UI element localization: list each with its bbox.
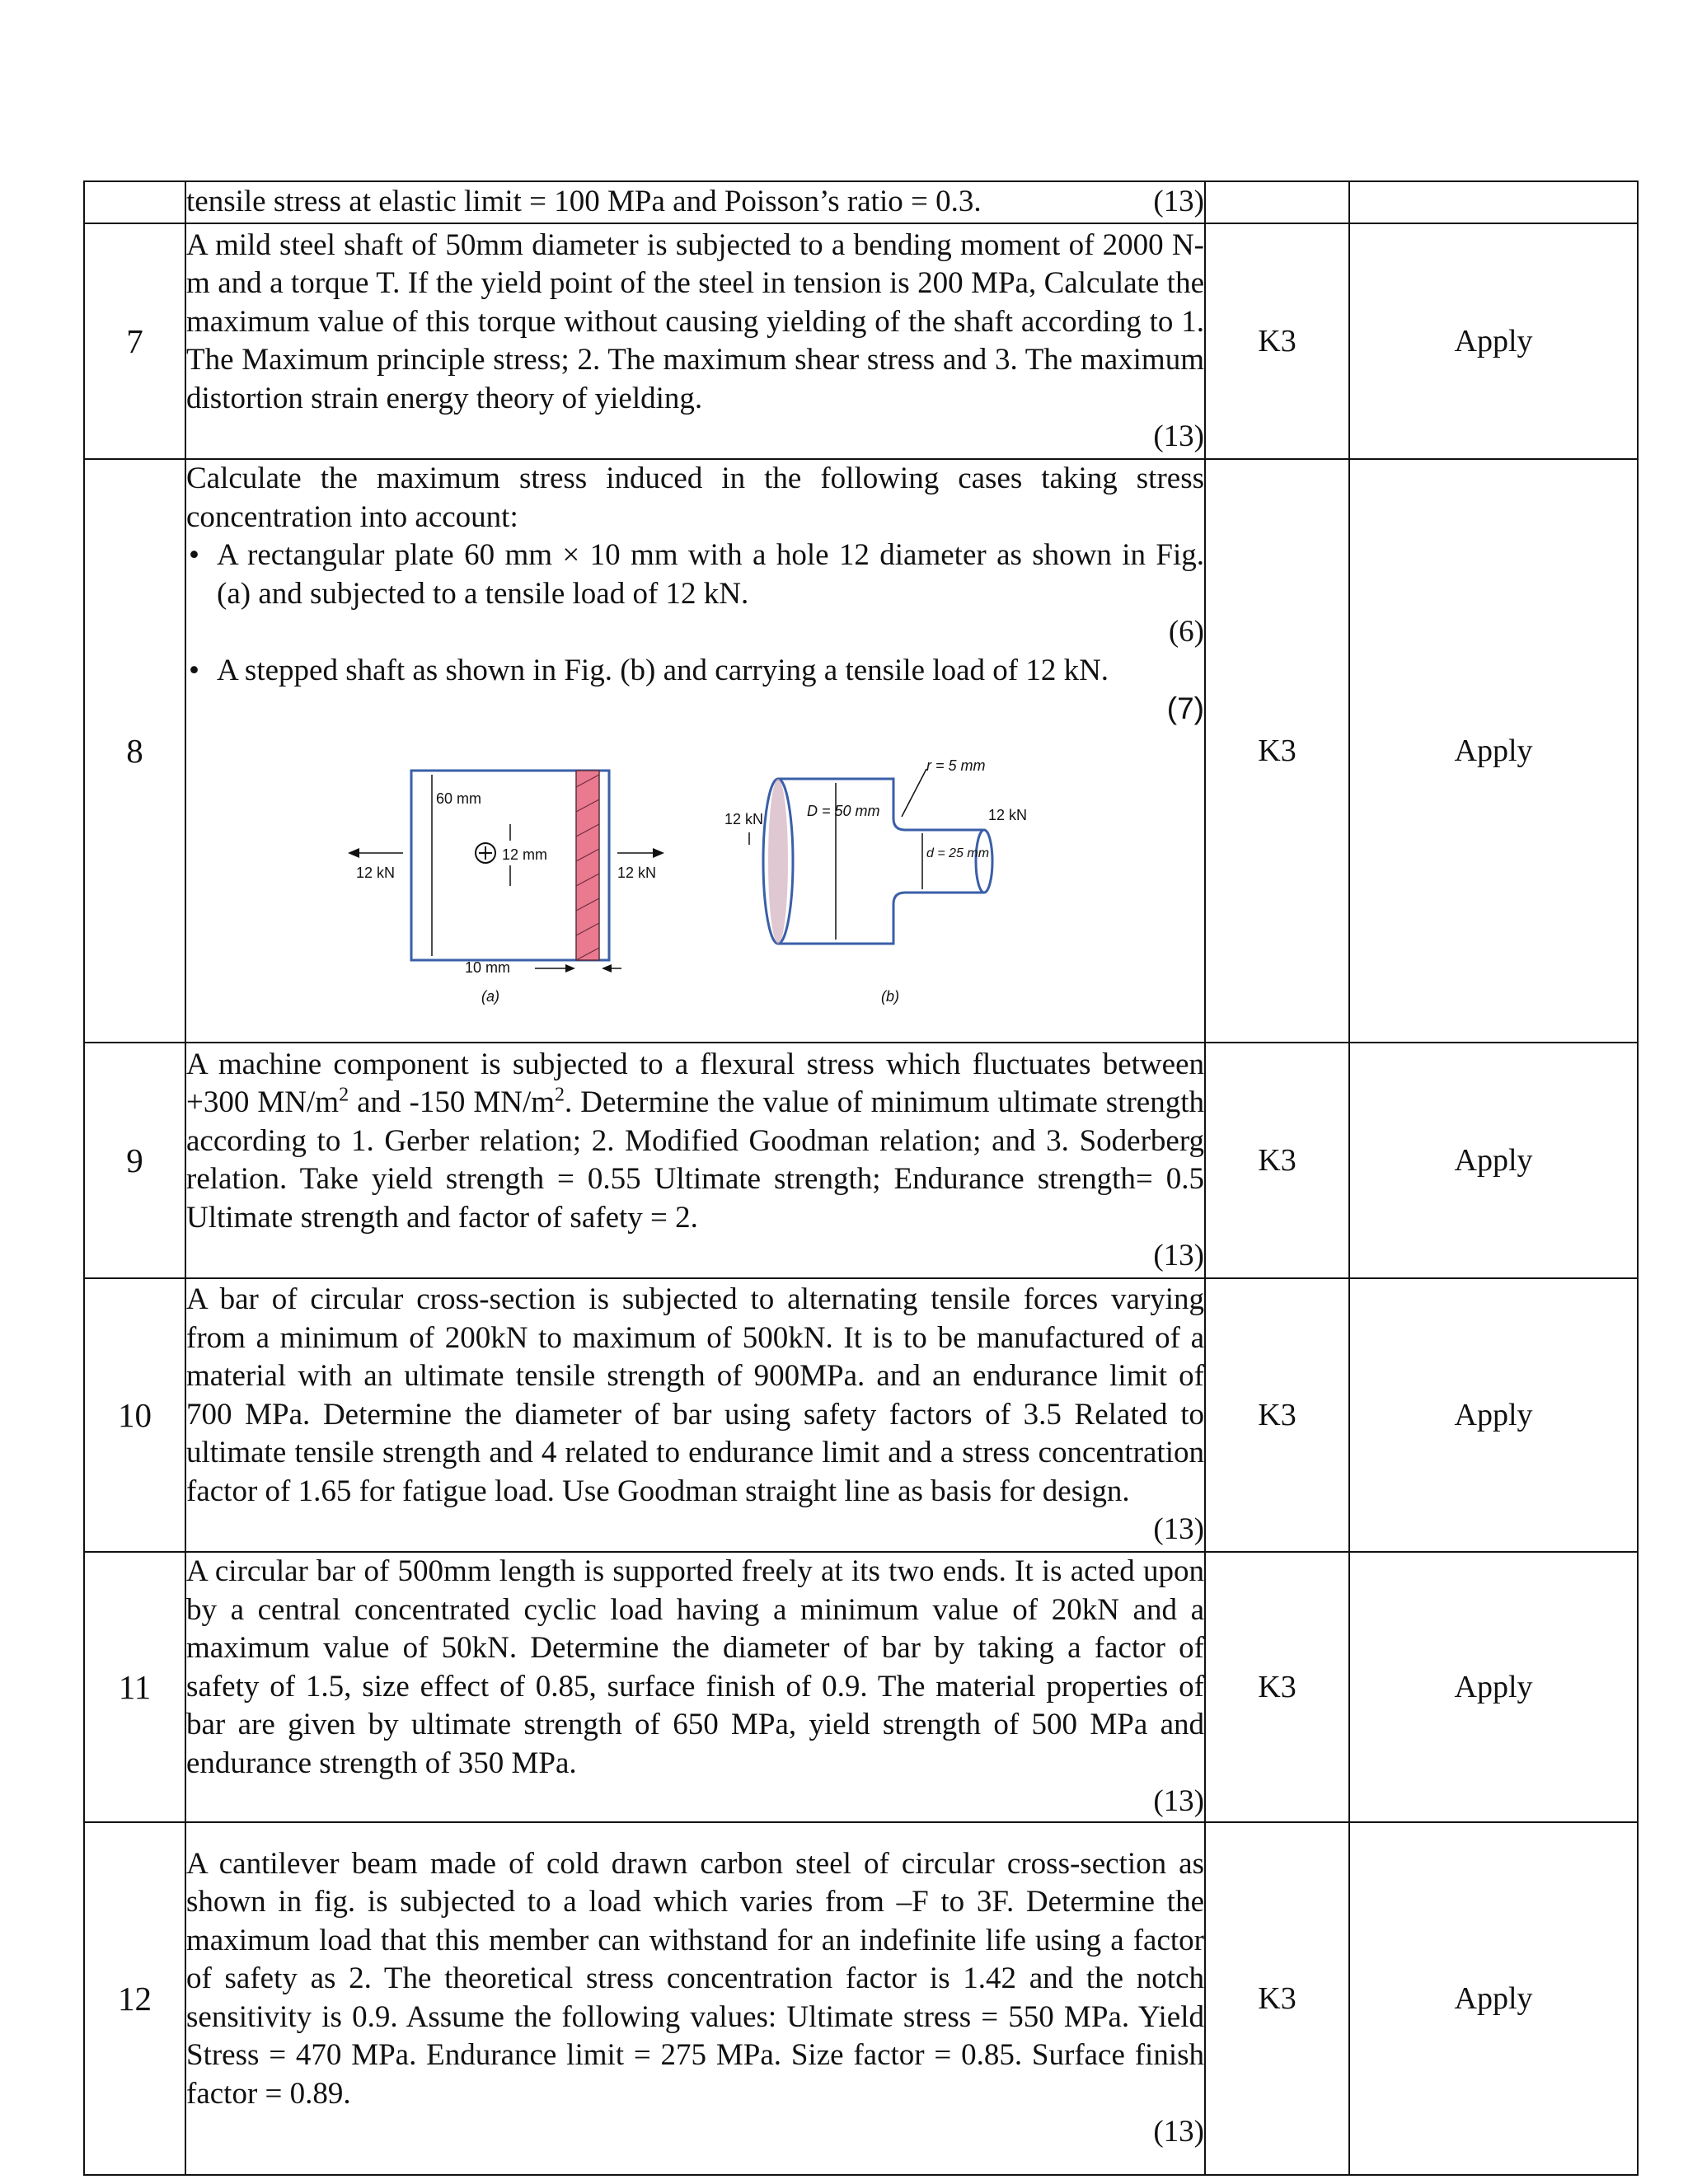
marks: (6) (1168, 615, 1204, 649)
question-text: tensile stress at elastic limit = 100 MPa and Poisson’s ratio = 0.3. (186, 185, 982, 219)
list-item (186, 537, 1204, 652)
question-text-cell (185, 459, 1205, 1043)
question-text-cell (185, 1278, 1205, 1552)
superscript: 2 (555, 1084, 565, 1106)
question-text: A circular bar of 500mm length is supported freely at its two ends. It is acted upon by a central concentrated cyclic load having a minimum value of 20kN and a maximum value of 50kN. Determine the diameter of bar by taking a factor of safety of 1.5, size effect of 0.85, surface finish of 0.9. The material properties of bar are given by ultimate strength of 650 MPa, yield strength of 500 MPa and endurance strength of 350 MPa. (186, 1554, 1204, 1780)
small-diameter-label: d = 25 mm (926, 846, 989, 860)
marks: (7) (1166, 691, 1204, 725)
question-text-cell (185, 223, 1205, 459)
blooms-cell (1349, 181, 1638, 223)
radius-label: r = 5 mm (926, 757, 986, 774)
question-table (83, 180, 1639, 2176)
question-text: A mild steel shaft of 50mm diameter is subjected to a bending moment of 2000 N-m and a torque T. If the yield point of the steel in tension is 200 MPa, Calculate the maximum value of this torque without causing yielding of the shaft according to 1. The Maximum principle stress; 2. The maximum shear stress and 3. The maximum distortion strain energy theory of yielding. (186, 227, 1204, 415)
right-load-label: 12 kN (617, 864, 656, 881)
question-number: 10 (84, 1278, 185, 1552)
question-number: 7 (84, 223, 185, 459)
hole-label: 12 mm (501, 846, 547, 863)
marks: (13) (1153, 185, 1204, 219)
question-text: A cantilever beam made of cold drawn carbon steel of circular cross-section as shown in fig. is subjected to a load which varies from –F to 3F. Determine the maximum load that this member can withstand for an indefinite life using a factor of safety as 2. The theoretical stress concentration factor is 1.42 and the notch sensitivity is 0.9. Assume the following values: Ultimate stress = 550 MPa. Yield Stress = 470 MPa. Endurance limit = 275 MPa. Size factor = 0.85. Surface finish factor = 0.89. (186, 1846, 1204, 2111)
list-item (186, 652, 1204, 729)
right-load-label: 12 kN (987, 806, 1027, 823)
question-text: A bar of circular cross-section is subjected to alternating tensile forces varying from a minimum of 200kN to maximum of 500kN. It is to be manufactured of a material with an ultimate tensile strength of 900MPa. and an endurance limit of 700 MPa. Determine the diameter of bar using safety factors of 3.5 Related to ultimate tensile strength and 4 related to endurance limit and a stress concentration factor of 1.65 for fatigue load. Use Goodman straight line as basis for design. (186, 1282, 1204, 1508)
figure-b-caption: (b) (880, 987, 899, 1005)
table-row (84, 181, 1638, 223)
blooms-level: Apply (1349, 1552, 1638, 1822)
knowledge-level: K3 (1205, 1822, 1349, 2175)
thickness-label: 10 mm (464, 958, 510, 976)
blooms-level: Apply (1349, 223, 1638, 459)
table-row (84, 1822, 1638, 2175)
stepped-shaft-diagram (720, 754, 1050, 1018)
question-text-cell (185, 1552, 1205, 1822)
width-label: 60 mm (435, 790, 481, 807)
sub-question-text: A rectangular plate 60 mm × 10 mm with a hole 12 diameter as shown in Fig. (a) and subjected to a tensile load of 12 kN. (217, 538, 1204, 611)
bullet-icon: • (189, 653, 199, 687)
shaft-end-right (976, 830, 992, 893)
question-number: 8 (84, 459, 185, 1043)
marks: (13) (1153, 419, 1204, 453)
big-diameter-label: D = 50 mm (806, 802, 880, 819)
plate-thickness-section (576, 771, 599, 960)
blooms-level: Apply (1349, 1278, 1638, 1552)
marks: (13) (1153, 1512, 1204, 1547)
marks: (13) (1153, 2115, 1204, 2149)
superscript: 2 (339, 1084, 349, 1106)
stress-concentration-figure (186, 754, 1204, 1018)
knowledge-level: K3 (1205, 1043, 1349, 1278)
question-text-a: A machine component is subjected to a flexural stress which fluctuates between +300 MN/m (186, 1047, 1204, 1119)
blooms-level: Apply (1349, 1043, 1638, 1278)
table-row (84, 459, 1638, 1043)
knowledge-level: K3 (1205, 1278, 1349, 1552)
left-load-label: 12 kN (355, 864, 395, 881)
sub-question-list (186, 537, 1204, 729)
table-row (84, 223, 1638, 459)
question-number: 11 (84, 1552, 185, 1822)
question-intro: Calculate the maximum stress induced in the following cases taking stress concentration into account: (186, 462, 1204, 534)
question-number: 9 (84, 1043, 185, 1278)
question-text-cell (185, 181, 1205, 223)
bullet-icon: • (189, 538, 199, 572)
table-row (84, 1552, 1638, 1822)
blooms-level: Apply (1349, 459, 1638, 1043)
marks: (13) (1153, 1784, 1204, 1818)
table-row (84, 1278, 1638, 1552)
question-number: 12 (84, 1822, 185, 2175)
question-text-b: and -150 MN/m (349, 1085, 556, 1119)
question-number-cell (84, 181, 185, 223)
knowledge-level: K3 (1205, 1552, 1349, 1822)
plate-with-hole-diagram (341, 754, 671, 1018)
table-row (84, 1043, 1638, 1278)
radius-leader (902, 769, 926, 817)
marks: (13) (1153, 1239, 1204, 1272)
sub-question-text: A stepped shaft as shown in Fig. (b) and carrying a tensile load of 12 kN. (217, 653, 1109, 687)
knowledge-level-cell (1205, 181, 1349, 223)
question-text-c: . Determine the value of minimum ultimate strength according to 1. Gerber relation; 2. Modified Goodman relation; and 3. Soderberg relation. Take yield strength = 0.55 Ultimate strength; Endurance strength= 0.5 Ultimate strength and factor of safety = 2. (186, 1085, 1205, 1235)
knowledge-level: K3 (1205, 459, 1349, 1043)
left-load-label: 12 kN (724, 810, 763, 827)
question-text-cell (185, 1822, 1205, 2175)
question-text-cell (185, 1043, 1205, 1278)
knowledge-level: K3 (1205, 223, 1349, 459)
blooms-level: Apply (1349, 1822, 1638, 2175)
figure-a-caption: (a) (481, 987, 499, 1005)
